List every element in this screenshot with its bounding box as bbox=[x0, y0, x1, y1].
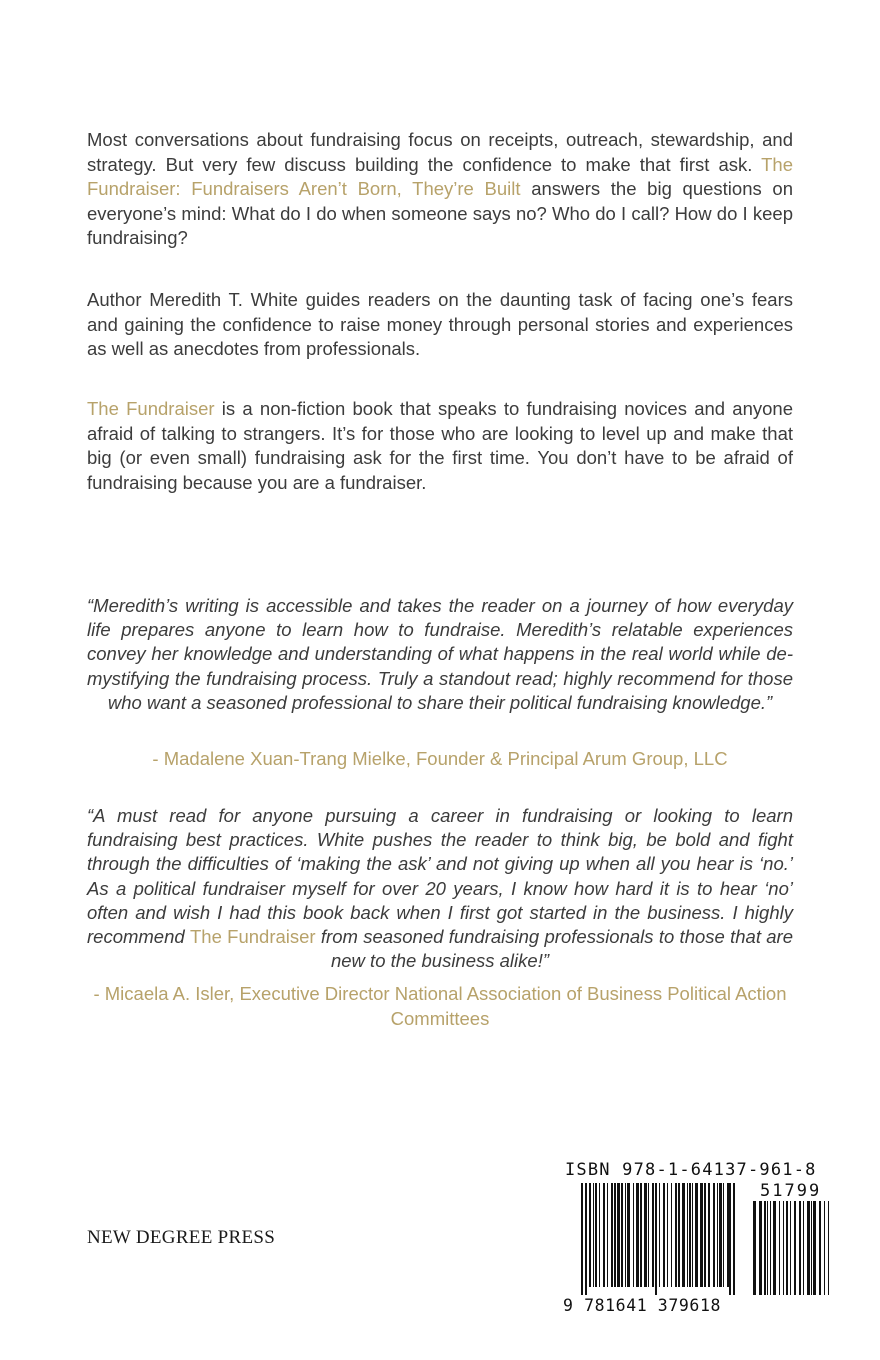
barcode-bar bbox=[595, 1183, 597, 1287]
addon-bar bbox=[811, 1201, 812, 1295]
isbn-label: ISBN 978-1-64137-961-8 bbox=[565, 1160, 817, 1180]
barcode-bar bbox=[659, 1183, 660, 1287]
addon-bar bbox=[773, 1201, 776, 1295]
barcode-bar bbox=[667, 1183, 668, 1287]
addon-bar bbox=[828, 1201, 829, 1295]
barcode-bar bbox=[678, 1183, 680, 1287]
description-paragraph-3 bbox=[87, 397, 793, 495]
addon-bar bbox=[803, 1201, 804, 1295]
barcode-bar bbox=[708, 1183, 710, 1287]
barcode-bar bbox=[589, 1183, 591, 1287]
addon-bar bbox=[767, 1201, 768, 1295]
guard-bar bbox=[585, 1183, 587, 1295]
addon-bar bbox=[770, 1201, 771, 1295]
barcode-bar bbox=[607, 1183, 608, 1287]
barcode-bar bbox=[652, 1183, 654, 1287]
description-text: Author Meredith T. White guides readers on the daunting task of facing one’s fears and gaining the confidence to raise money through personal stories and experiences as well as anecdotes from professionals. bbox=[87, 289, 793, 359]
price-code: 51799 bbox=[760, 1181, 822, 1201]
addon-bar bbox=[753, 1201, 756, 1295]
testimonial-attribution-2: - Micaela A. Isler, Executive Director National Association of Business Political Action Committees bbox=[93, 983, 787, 1029]
barcode-bar bbox=[633, 1183, 634, 1287]
barcode-bar bbox=[625, 1183, 626, 1287]
barcode-bar bbox=[682, 1183, 685, 1287]
addon-bar bbox=[790, 1201, 791, 1295]
barcode-bar bbox=[695, 1183, 698, 1287]
book-title-highlight: The Fundraiser bbox=[189, 926, 316, 948]
addon-bar bbox=[807, 1201, 810, 1295]
publisher-name: NEW DEGREE PRESS bbox=[87, 1227, 276, 1248]
description-paragraph-2 bbox=[87, 288, 793, 362]
quote-text: “Meredith’s writing is accessible and takes the reader on a journey of how everyday life prepares anyone to learn how to fundraise. Meredith’s relatable experiences convey her knowledge and understanding of what happens in the real world while de-mystifying the fundraising process. Truly a standout read; highly recommend for those who want a seasoned professional to share their political fundraising knowledge.” bbox=[87, 595, 793, 713]
guard-bar bbox=[581, 1183, 583, 1295]
barcode-bar bbox=[675, 1183, 677, 1287]
testimonial-quote-1 bbox=[87, 594, 793, 715]
quote-text: “A must read for anyone pursuing a career in fundraising or looking to learn fundraising best practices. White pushes the reader to think big, be bold and fight through the difficulties of ‘making the ask’ and not giving up when all you hear is ‘no.’ As a political fundraiser myself for over 20 years, I know how hard it is to hear ‘no’ often and wish I had this book back when I first got started in the business. I highly recommend bbox=[87, 805, 793, 948]
addon-bar bbox=[819, 1201, 821, 1295]
testimonial-attribution-1: - Madalene Xuan-Trang Mielke, Founder & Principal Arum Group, LLC bbox=[152, 748, 728, 769]
isbn-barcode bbox=[563, 1183, 833, 1295]
barcode-bar bbox=[640, 1183, 642, 1287]
addon-bar bbox=[799, 1201, 801, 1295]
barcode-bar bbox=[713, 1183, 715, 1287]
barcode-bar bbox=[648, 1183, 649, 1287]
barcode-bar bbox=[663, 1183, 665, 1287]
barcode-bar bbox=[614, 1183, 616, 1287]
barcode-bar bbox=[627, 1183, 630, 1287]
barcode-bar bbox=[692, 1183, 693, 1287]
barcode-bar bbox=[700, 1183, 703, 1287]
addon-bar bbox=[783, 1201, 784, 1295]
book-title-highlight: The Fundraiser bbox=[87, 398, 215, 419]
barcode-bar bbox=[689, 1183, 691, 1287]
addon-bar bbox=[824, 1201, 825, 1295]
barcode-bar bbox=[636, 1183, 639, 1287]
book-title-highlight: The Fundraiser: Fundraisers Aren’t Born, They’re Built bbox=[87, 153, 793, 199]
barcode-bar bbox=[621, 1183, 623, 1287]
barcode-bar bbox=[611, 1183, 613, 1287]
addon-bar bbox=[794, 1201, 796, 1295]
barcode-bar bbox=[593, 1183, 594, 1287]
barcode-bars-main bbox=[581, 1183, 735, 1295]
barcode-bar bbox=[719, 1183, 722, 1287]
addon-bar bbox=[786, 1201, 788, 1295]
addon-bar bbox=[759, 1201, 762, 1295]
barcode-bar bbox=[617, 1183, 620, 1287]
guard-bar bbox=[655, 1183, 657, 1295]
barcode-bar bbox=[723, 1183, 724, 1287]
barcode-number: 9 781641 379618 bbox=[563, 1296, 722, 1315]
barcode-bars-addon bbox=[753, 1201, 829, 1295]
addon-bar bbox=[779, 1201, 780, 1295]
barcode-bar bbox=[704, 1183, 706, 1287]
barcode-bar bbox=[644, 1183, 647, 1287]
barcode-bar bbox=[671, 1183, 672, 1287]
testimonial-quote-2 bbox=[87, 804, 793, 973]
guard-bar bbox=[733, 1183, 735, 1295]
description-text: answers the big questions on everyone’s mind: What do I do when someone says no? Who do I call? How do I keep fundraising? bbox=[87, 178, 794, 248]
barcode-bar bbox=[717, 1183, 718, 1287]
addon-bar bbox=[764, 1201, 766, 1295]
description-text: Most conversations about fundraising focus on receipts, outreach, stewardship, and strategy. But very few discuss building the confidence to make that first ask. bbox=[87, 129, 793, 175]
barcode-bar bbox=[687, 1183, 688, 1287]
barcode-bar bbox=[599, 1183, 600, 1287]
guard-bar bbox=[729, 1183, 731, 1295]
barcode-bar bbox=[603, 1183, 605, 1287]
description-paragraph-1 bbox=[87, 128, 793, 251]
quote-text: from seasoned fundraising professionals to those that are new to the business alike!” bbox=[315, 926, 793, 972]
description-text: is a non-fiction book that speaks to fundraising novices and anyone afraid of talking to strangers. It’s for those who are looking to level up and make that big (or even small) fundraising ask for the first time. You don’t have to be afraid of fundraising because you are a fundraiser. bbox=[87, 398, 793, 493]
addon-bar bbox=[813, 1201, 816, 1295]
